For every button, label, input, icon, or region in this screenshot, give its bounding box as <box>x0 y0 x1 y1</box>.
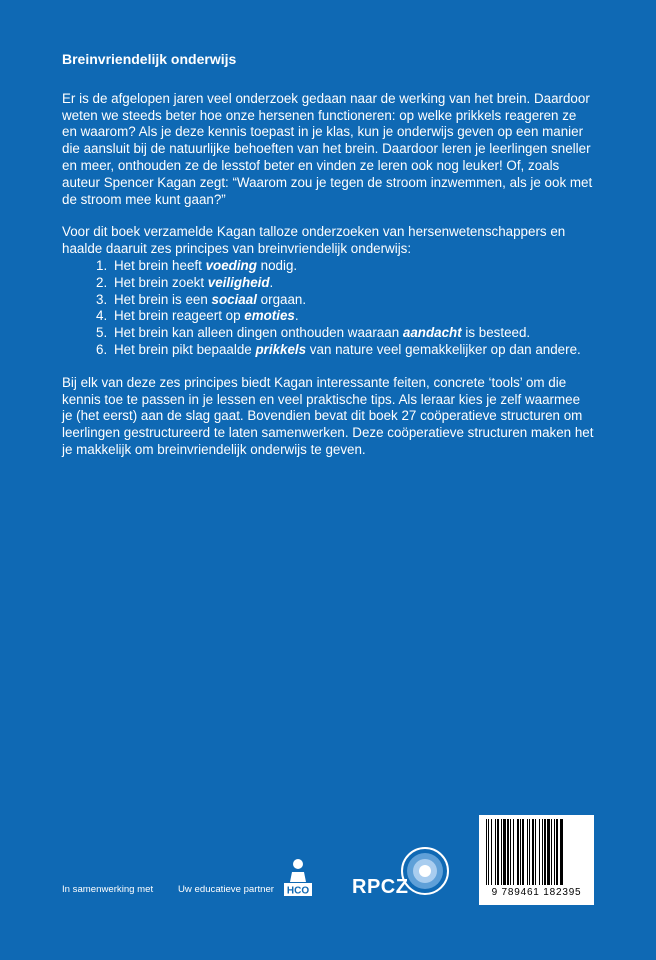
list-item: 4. Het brein reageert op emoties. <box>96 308 299 324</box>
barcode-bar <box>507 819 509 885</box>
barcode-bar <box>510 819 511 885</box>
list-item: 2. Het brein zoekt veiligheid. <box>96 274 274 290</box>
list-item: 6. Het brein pikt bepaalde prikkels van nature veel gemakkelijker op dan andere. <box>96 341 581 357</box>
barcode-bar <box>532 819 534 885</box>
barcode-bar <box>542 819 543 885</box>
barcode-bar <box>529 819 530 885</box>
barcode-bar <box>535 819 536 885</box>
barcode-bar <box>556 819 558 885</box>
partner-label: Uw educatieve partner <box>178 884 274 895</box>
isbn-barcode <box>479 815 594 905</box>
isbn-number: 9 789461 182395 <box>491 887 582 898</box>
barcode-bars <box>484 819 589 885</box>
barcode-bar <box>527 819 528 885</box>
principles-list <box>96 258 594 359</box>
closing-paragraph: Bij elk van deze zes principes biedt Kagan interessante feiten, concrete ‘tools’ om die kennis toe te passen in je lessen en veel praktische tips. Als leraar kies je zelf waarmee je (het eerst) aan de slag gaat. Bovendien bevat dit boek 27 coöperatieve structuren om leerlingen gestructureerd te laten samenwerken. Deze coöperatieve structuren maken het je makkelijk om breinvriendelijk onderwijs te geven. <box>62 374 594 457</box>
barcode-bar <box>497 819 499 885</box>
barcode-bar <box>560 819 563 885</box>
barcode-bar <box>520 819 521 885</box>
rpcz-logo-text: RPCZ <box>352 876 409 898</box>
barcode-bar <box>547 819 550 885</box>
barcode-bar <box>544 819 546 885</box>
hco-logo-text: HCO <box>286 885 310 897</box>
principles-intro: Voor dit boek verzamelde Kagan talloze onderzoeken van hersenwetenschappers en haalde daaruit zes principes van breinvriendelijk onderwijs: <box>62 224 566 257</box>
barcode-bar <box>501 819 502 885</box>
list-item: 3. Het brein is een sociaal orgaan. <box>96 291 307 307</box>
list-item: 5. Het brein kan alleen dingen onthouden waaraan aandacht is besteed. <box>96 325 531 341</box>
barcode-bar <box>503 819 506 885</box>
barcode-bar <box>488 819 489 885</box>
heading: Breinvriendelijk onderwijs <box>62 51 237 67</box>
barcode-bar <box>551 819 552 885</box>
barcode-bar <box>522 819 524 885</box>
barcode-bar <box>495 819 496 885</box>
list-item: 1. Het brein heeft voeding nodig. <box>96 257 298 273</box>
rpcz-disc-icon <box>400 846 450 896</box>
hco-logo-icon <box>283 856 313 898</box>
intro-paragraph: Er is de afgelopen jaren veel onderzoek gedaan naar de werking van het brein. Daardoor weten we steeds beter hoe onze hersenen functioneren: op welke prikkels reageren ze en waarom? Als je deze kennis toepast in je klas, kun je onderwijs geven op een manier die aansluit bij de natuurlijke behoeften van het brein. Daardoor leren je leerlingen sneller en meer, onthouden ze de lesstof beter en vinden ze leren ook nog leuker! Of, zoals auteur Spencer Kagan zegt: “Waarom zou je tegen de stroom inzwemmen, als je ook met de stroom mee kunt gaan?” <box>62 90 593 207</box>
barcode-bar <box>554 819 555 885</box>
barcode-bar <box>539 819 540 885</box>
back-cover-text <box>62 51 594 475</box>
barcode-bar <box>486 819 487 885</box>
barcode-bar <box>517 819 519 885</box>
barcode-bar <box>513 819 514 885</box>
barcode-bar <box>491 819 492 885</box>
collaboration-label: In samenwerking met <box>62 884 154 895</box>
